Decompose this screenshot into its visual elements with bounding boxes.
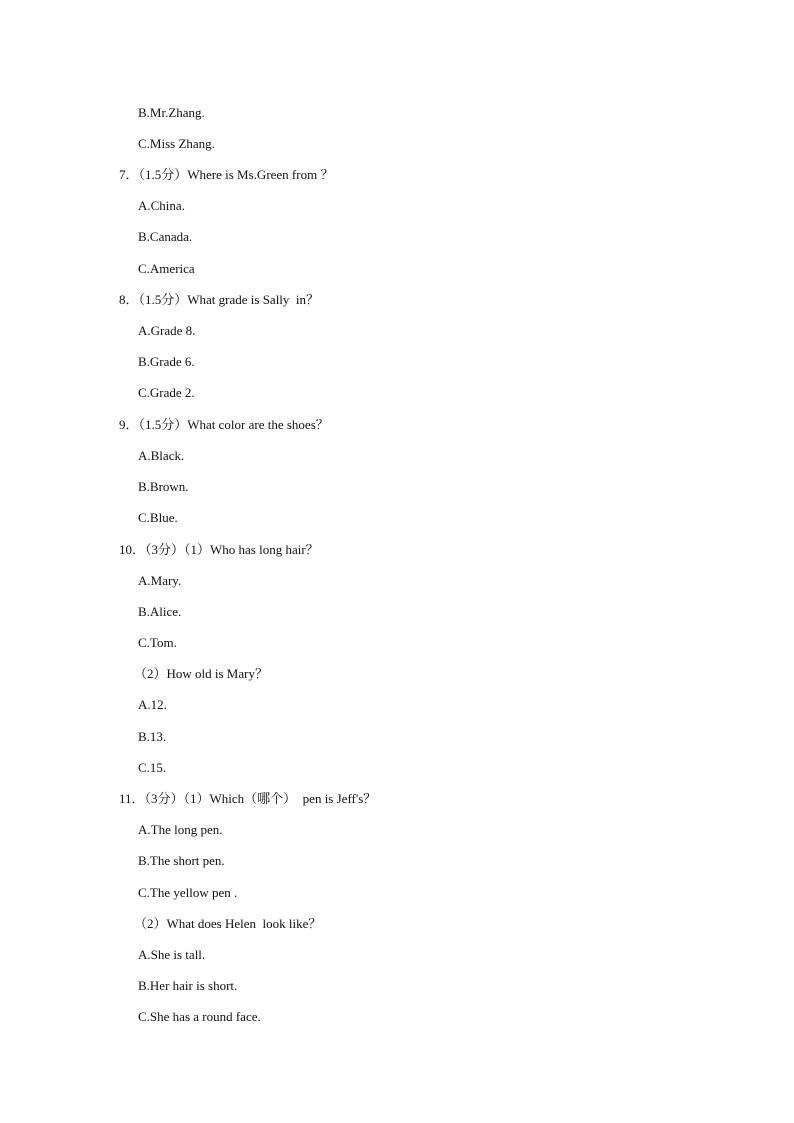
option-10-1b: B.Alice.	[138, 604, 182, 619]
option-9c: C.Blue.	[138, 510, 178, 525]
option-6c: C.Miss Zhang.	[138, 136, 215, 151]
option-7b: B.Canada.	[138, 229, 193, 244]
option-11-2b: B.Her hair is short.	[138, 978, 238, 993]
option-9a: A.Black.	[138, 448, 185, 463]
option-11-1b: B.The short pen.	[138, 853, 225, 868]
option-10-2b: B.13.	[138, 729, 167, 744]
question-10: 10．（3分）（1）Who has long hair？	[119, 542, 319, 557]
option-9b: B.Brown.	[138, 479, 189, 494]
option-10-1a: A.Mary.	[138, 573, 182, 588]
option-8b: B.Grade 6.	[138, 354, 195, 369]
option-8c: C.Grade 2.	[138, 385, 195, 400]
question-7: 7．（1.5分）Where is Ms.Green from ？	[119, 167, 334, 182]
question-9: 9．（1.5分）What color are the shoes？	[119, 417, 329, 432]
option-11-1c: C.The yellow pen .	[138, 885, 238, 900]
option-11-2c: C.She has a round face.	[138, 1009, 261, 1024]
option-10-1c: C.Tom.	[138, 635, 177, 650]
option-6b: B.Mr.Zhang.	[138, 105, 205, 120]
question-8: 8．（1.5分）What grade is Sally in？	[119, 292, 320, 307]
option-10-2a: A.12.	[138, 697, 167, 712]
option-11-1a: A.The long pen.	[138, 822, 223, 837]
question-11: 11．（3分）（1）Which（哪个） pen is Jeff's？	[119, 791, 377, 806]
question-10-part-2: （2）How old is Mary？	[134, 666, 268, 681]
option-7c: C.America	[138, 261, 195, 276]
question-11-part-2: （2）What does Helen look like？	[134, 916, 322, 931]
option-11-2a: A.She is tall.	[138, 947, 206, 962]
option-10-2c: C.15.	[138, 760, 167, 775]
option-8a: A.Grade 8.	[138, 323, 196, 338]
option-7a: A.China.	[138, 198, 185, 213]
